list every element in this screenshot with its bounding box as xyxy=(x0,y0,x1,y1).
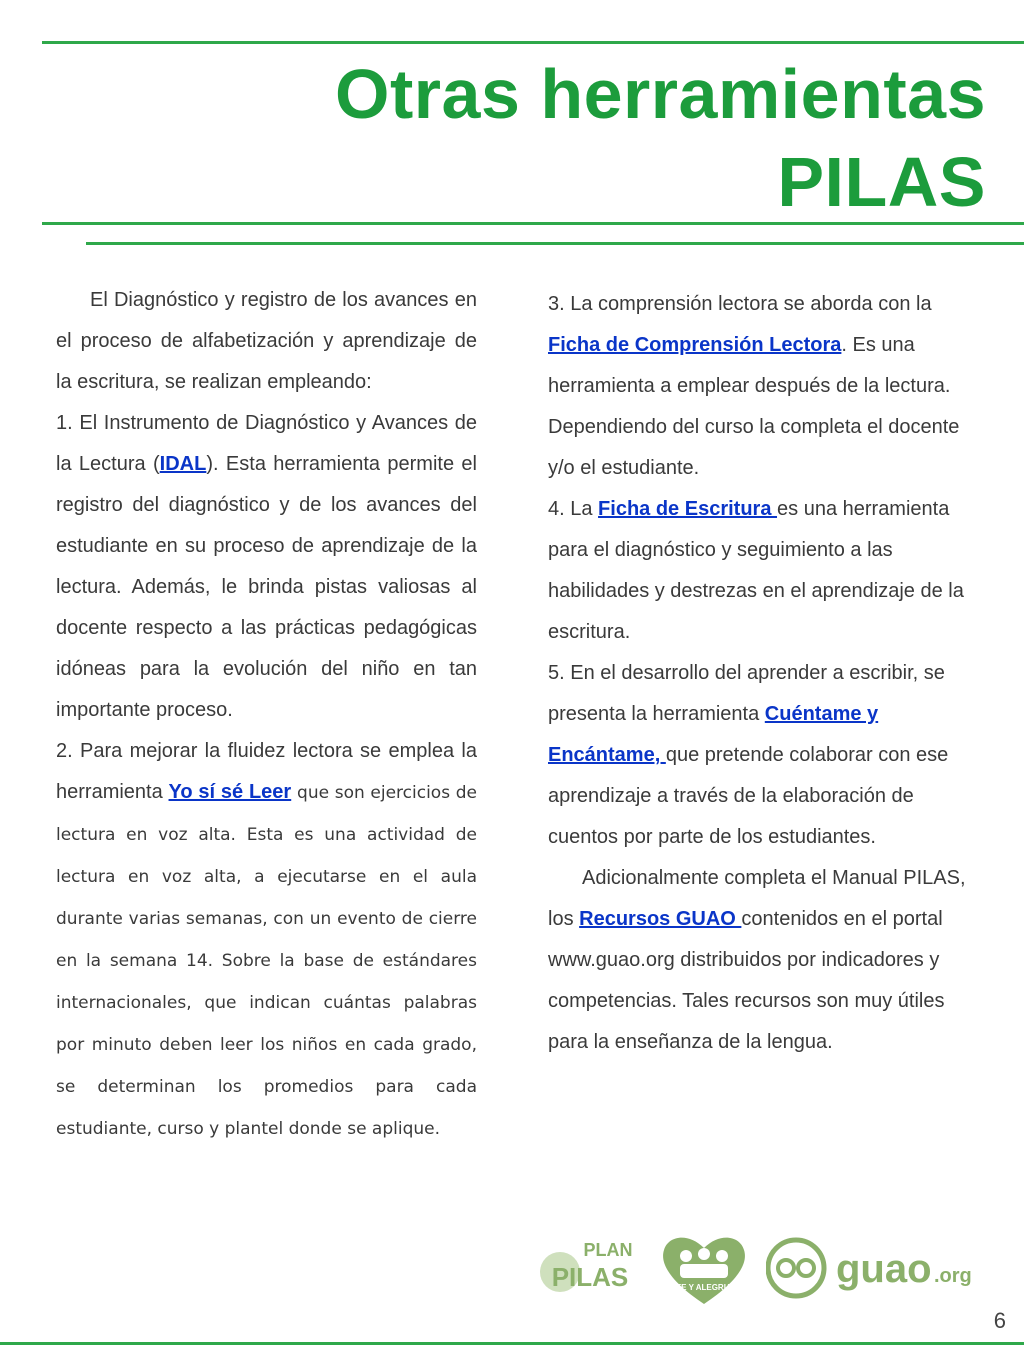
guao-text-after: contenidos en el portal www.guao.org distribuidos por indicadores y competencias. Tales recursos son muy útiles para la enseñanza de la lengua. xyxy=(548,908,945,1053)
children-bodies-icon xyxy=(680,1264,728,1278)
cuentame-text-after: que pretende colaborar con ese aprendizaje a través de la elaboración de cuentos por parte de los estudiantes. xyxy=(548,744,949,848)
page-title xyxy=(335,50,986,226)
ficha-escritura-link[interactable]: Ficha de Escritura xyxy=(598,498,778,520)
top-rule xyxy=(42,41,1024,44)
left-paragraph-intro: El Diagnóstico y registro de los avances en el proceso de alfabetización y aprendizaje de la escritura, se realizan empleando: xyxy=(56,289,477,393)
guao-logo-text: guao xyxy=(836,1247,932,1291)
right-paragraph-cuentame xyxy=(548,653,978,858)
guao-text-before: Adicionalmente completa el Manual PILAS, los xyxy=(548,867,966,930)
plan-pilas-logo xyxy=(538,1228,638,1306)
page-title-line2: PILAS xyxy=(777,143,986,221)
child-head-icon xyxy=(698,1248,710,1260)
child-head-icon xyxy=(680,1250,692,1262)
owl-eye-icon xyxy=(778,1260,794,1276)
right-column xyxy=(548,284,978,1063)
plan-logo-top-text: PLAN xyxy=(583,1240,633,1260)
idal-link[interactable]: IDAL xyxy=(159,453,207,475)
right-paragraph-escritura xyxy=(548,489,978,653)
yo-si-se-leer-link[interactable]: Yo sí sé Leer xyxy=(168,781,292,803)
idal-text-after: ). Esta herramienta permite el registro del diagnóstico y de los avances del estudiante en su proceso de aprendizaje de la lectura. Además, le brinda pistas valiosas al docente respecto a las prácticas pedagógicas idóneas para la evolución del niño en tan importante proceso. xyxy=(56,453,477,721)
page-number: 6 xyxy=(993,1308,1006,1333)
logos-strip xyxy=(538,1228,988,1308)
left-paragraph-idal xyxy=(56,403,477,731)
bottom-rule xyxy=(0,1342,1024,1345)
title-rule-lower xyxy=(86,242,1024,245)
left-column xyxy=(56,280,477,1150)
fe-logo-text: FE Y ALEGRIA xyxy=(676,1283,732,1292)
right-paragraph-guao xyxy=(548,858,978,1063)
idal-text-before: 1. El Instrumento de Diagnóstico y Avances de la Lectura ( xyxy=(56,412,477,475)
fluency-text-after: que son ejercicios de lectura en voz alta. Esta es una actividad de lectura en voz alta, a ejecutarse en el aula durante varias semanas, con un evento de cierre en la semana 14. Sobre la base de estándares internacionales, que indican cuántas palabras por minuto deben leer los niños en cada grado, se determinan los promedios para cada estudiante, curso y plantel donde se aplique. xyxy=(56,783,477,1139)
child-head-icon xyxy=(716,1250,728,1262)
plan-logo-bottom-text: PILAS xyxy=(551,1262,629,1292)
ficha-comprension-link[interactable]: Ficha de Comprensión Lectora xyxy=(548,334,842,356)
owl-eye-icon xyxy=(798,1260,814,1276)
fe-y-alegria-logo xyxy=(658,1230,750,1308)
guao-logo-suffix: .org xyxy=(934,1265,972,1287)
left-paragraph-fluency xyxy=(56,731,477,1150)
escritura-text-before: 4. La xyxy=(548,498,599,520)
escritura-text-after: es una herramienta para el diagnóstico y seguimiento a las habilidades y destrezas en el aprendizaje de la escritura. xyxy=(548,498,964,643)
comprension-text-after: . Es una herramienta a emplear después de la lectura. Dependiendo del curso la completa el docente y/o el estudiante. xyxy=(548,334,960,479)
right-paragraph-comprension xyxy=(548,284,978,489)
guao-logo xyxy=(766,1234,986,1300)
title-rule-upper xyxy=(42,222,1024,225)
recursos-guao-link[interactable]: Recursos GUAO xyxy=(579,908,742,930)
page-title-line1: Otras herramientas xyxy=(335,55,986,133)
comprension-text-before: 3. La comprensión lectora se aborda con la xyxy=(548,293,932,315)
cuentame-text-before: 5. En el desarrollo del aprender a escribir, se presenta la herramienta xyxy=(548,662,945,725)
cuentame-link[interactable]: Cuéntame y Encántame, xyxy=(548,703,879,766)
fluency-text-before: 2. Para mejorar la fluidez lectora se emplea la herramienta xyxy=(56,740,477,803)
